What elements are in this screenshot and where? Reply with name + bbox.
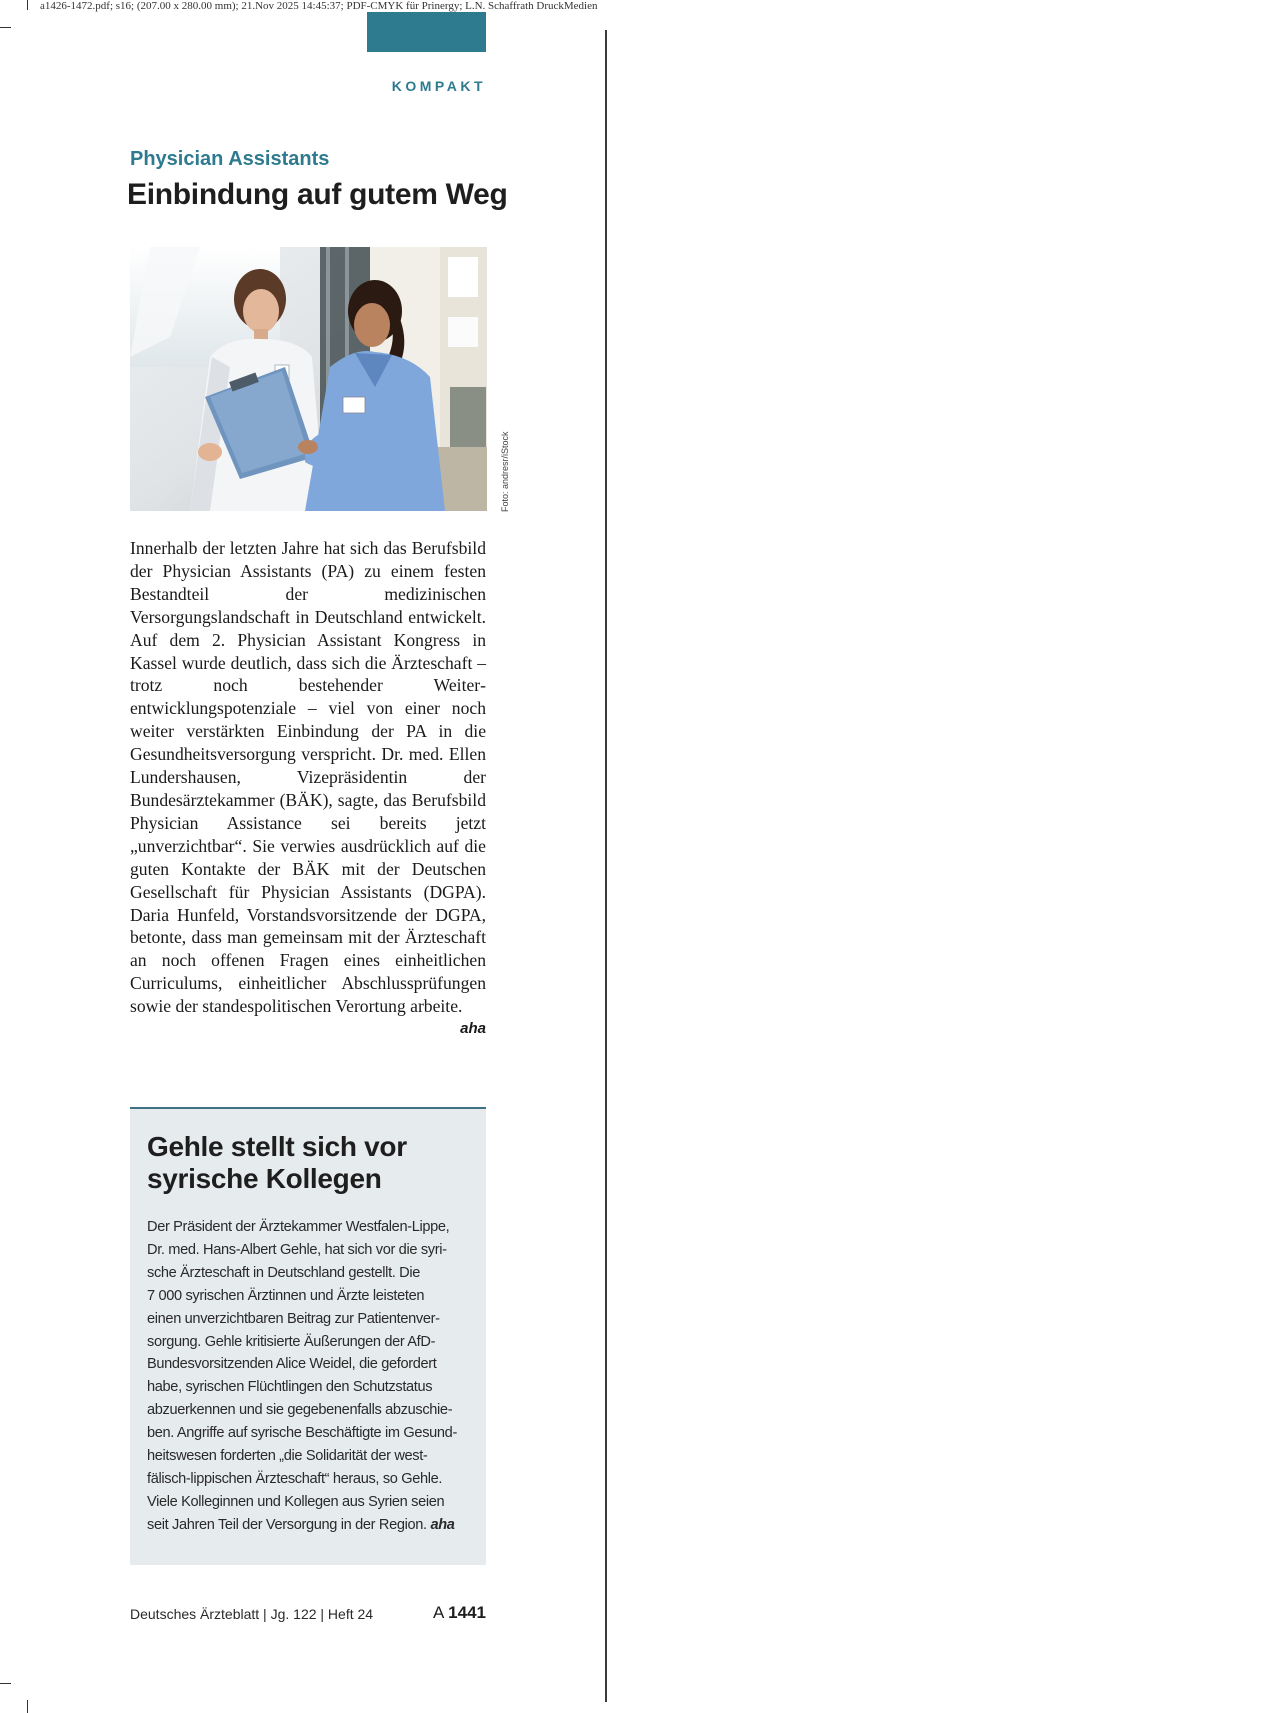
article-body-text: Innerhalb der letzten Jahre hat sich das Berufsbild der Physician Assistants (PA) zu einem festen Bestandteil der medizinischen Versorgungslandschaft in Deutschland entwickelt. Auf dem 2. Physician Assistant Kongress in Kassel wurde deutlich, dass sich die Ärzteschaft – trotz noch bestehender Weiterentwicklungspotenziale – viel von einer noch weiter verstärkten Einbindung der PA in die Gesundheitsversorgung verspricht. Dr. med. Ellen Lundershausen, Vizepräsidentin der Bundesärztekammer (BÄK), sagte, das Berufsbild Physician Assistance sei bereits jetzt „unverzichtbar“. Sie verwies ausdrücklich auf die guten Kontakte der BÄK mit der Deutschen Gesellschaft für Physician Assistants (DGPA). Daria Hunfeld, Vorstandsvorsitzende der DGPA, betonte, dass man gemeinsam mit der Ärzteschaft an noch offenen Fragen eines einheitlichen Curriculums, einheitlicher Abschlussprüfungen sowie der standespolitischen Verortung arbeite. [130,538,486,1017]
box-body [147,1216,477,1537]
box-body-line: Bundesvorsitzenden Alice Weidel, die gefordert [147,1356,437,1373]
news-box [130,1107,486,1565]
box-body-line: einen unverzichtbaren Beitrag zur Patientenver- [147,1310,440,1327]
article-kicker: Physician Assistants [130,148,330,170]
box-title [147,1131,477,1195]
box-body-line: Dr. med. Hans-Albert Gehle, hat sich vor die syri- [147,1241,447,1258]
box-title-line-1: Gehle stellt sich vor [147,1131,407,1162]
crop-mark-top-left-h [0,27,11,28]
box-body-line: sorgung. Gehle kritisierte Äußerungen der AfD- [147,1333,436,1350]
box-body-line: 7 000 syrischen Ärztinnen und Ärzte leisteten [147,1287,425,1304]
box-signature: aha [430,1516,455,1533]
box-body-line: abzuerkennen und sie gegebenenfalls abzuschie- [147,1402,453,1419]
section-label: KOMPAKT [391,78,486,94]
page-prefix: A [433,1603,444,1622]
crop-mark-top-left [27,0,28,10]
crop-mark-bottom-left-h [0,1683,11,1684]
box-body-line: heitswesen forderten „die Solidarität der west- [147,1448,428,1465]
box-body-line: Viele Kolleginnen und Kollegen aus Syrien seien [147,1493,445,1510]
article-signature: aha [460,1020,486,1038]
footer-journal: Deutsches Ärzteblatt | Jg. 122 | Heft 24 [130,1606,374,1622]
column-divider [605,30,607,1702]
box-body-line: ben. Angriffe auf syrische Beschäftigte im Gesund- [147,1425,457,1442]
crop-mark-bottom-left [27,1700,28,1713]
article-body [130,537,486,1041]
print-slug: a1426-1472.pdf; s16; (207.00 x 280.00 mm); 21.Nov 2025 14:45:37; PDF-CMYK für Prinergy; L.N. Schaffrath DruckMedien [40,0,598,12]
photo-credit: Foto: andresr/iStock [500,431,510,512]
box-body-line: fälisch-lippischen Ärzteschaft“ heraus, so Gehle. [147,1470,443,1487]
article-photo [130,247,487,511]
article-headline: Einbindung auf gutem Weg [127,178,508,211]
box-body-line-last [147,1514,477,1537]
section-color-tab [367,12,486,52]
box-title-line-2: syrische Kollegen [147,1163,382,1194]
page-number: 1441 [448,1603,486,1622]
box-body-line: habe, syrischen Flüchtlingen den Schutzstatus [147,1379,433,1396]
footer-page [350,1603,486,1623]
box-body-line: Der Präsident der Ärztekammer Westfalen-Lippe, [147,1219,450,1235]
box-body-line: sche Ärzteschaft in Deutschland gestellt. Die [147,1264,421,1281]
box-body-line-text: seit Jahren Teil der Versorgung in der Region. [147,1516,427,1533]
